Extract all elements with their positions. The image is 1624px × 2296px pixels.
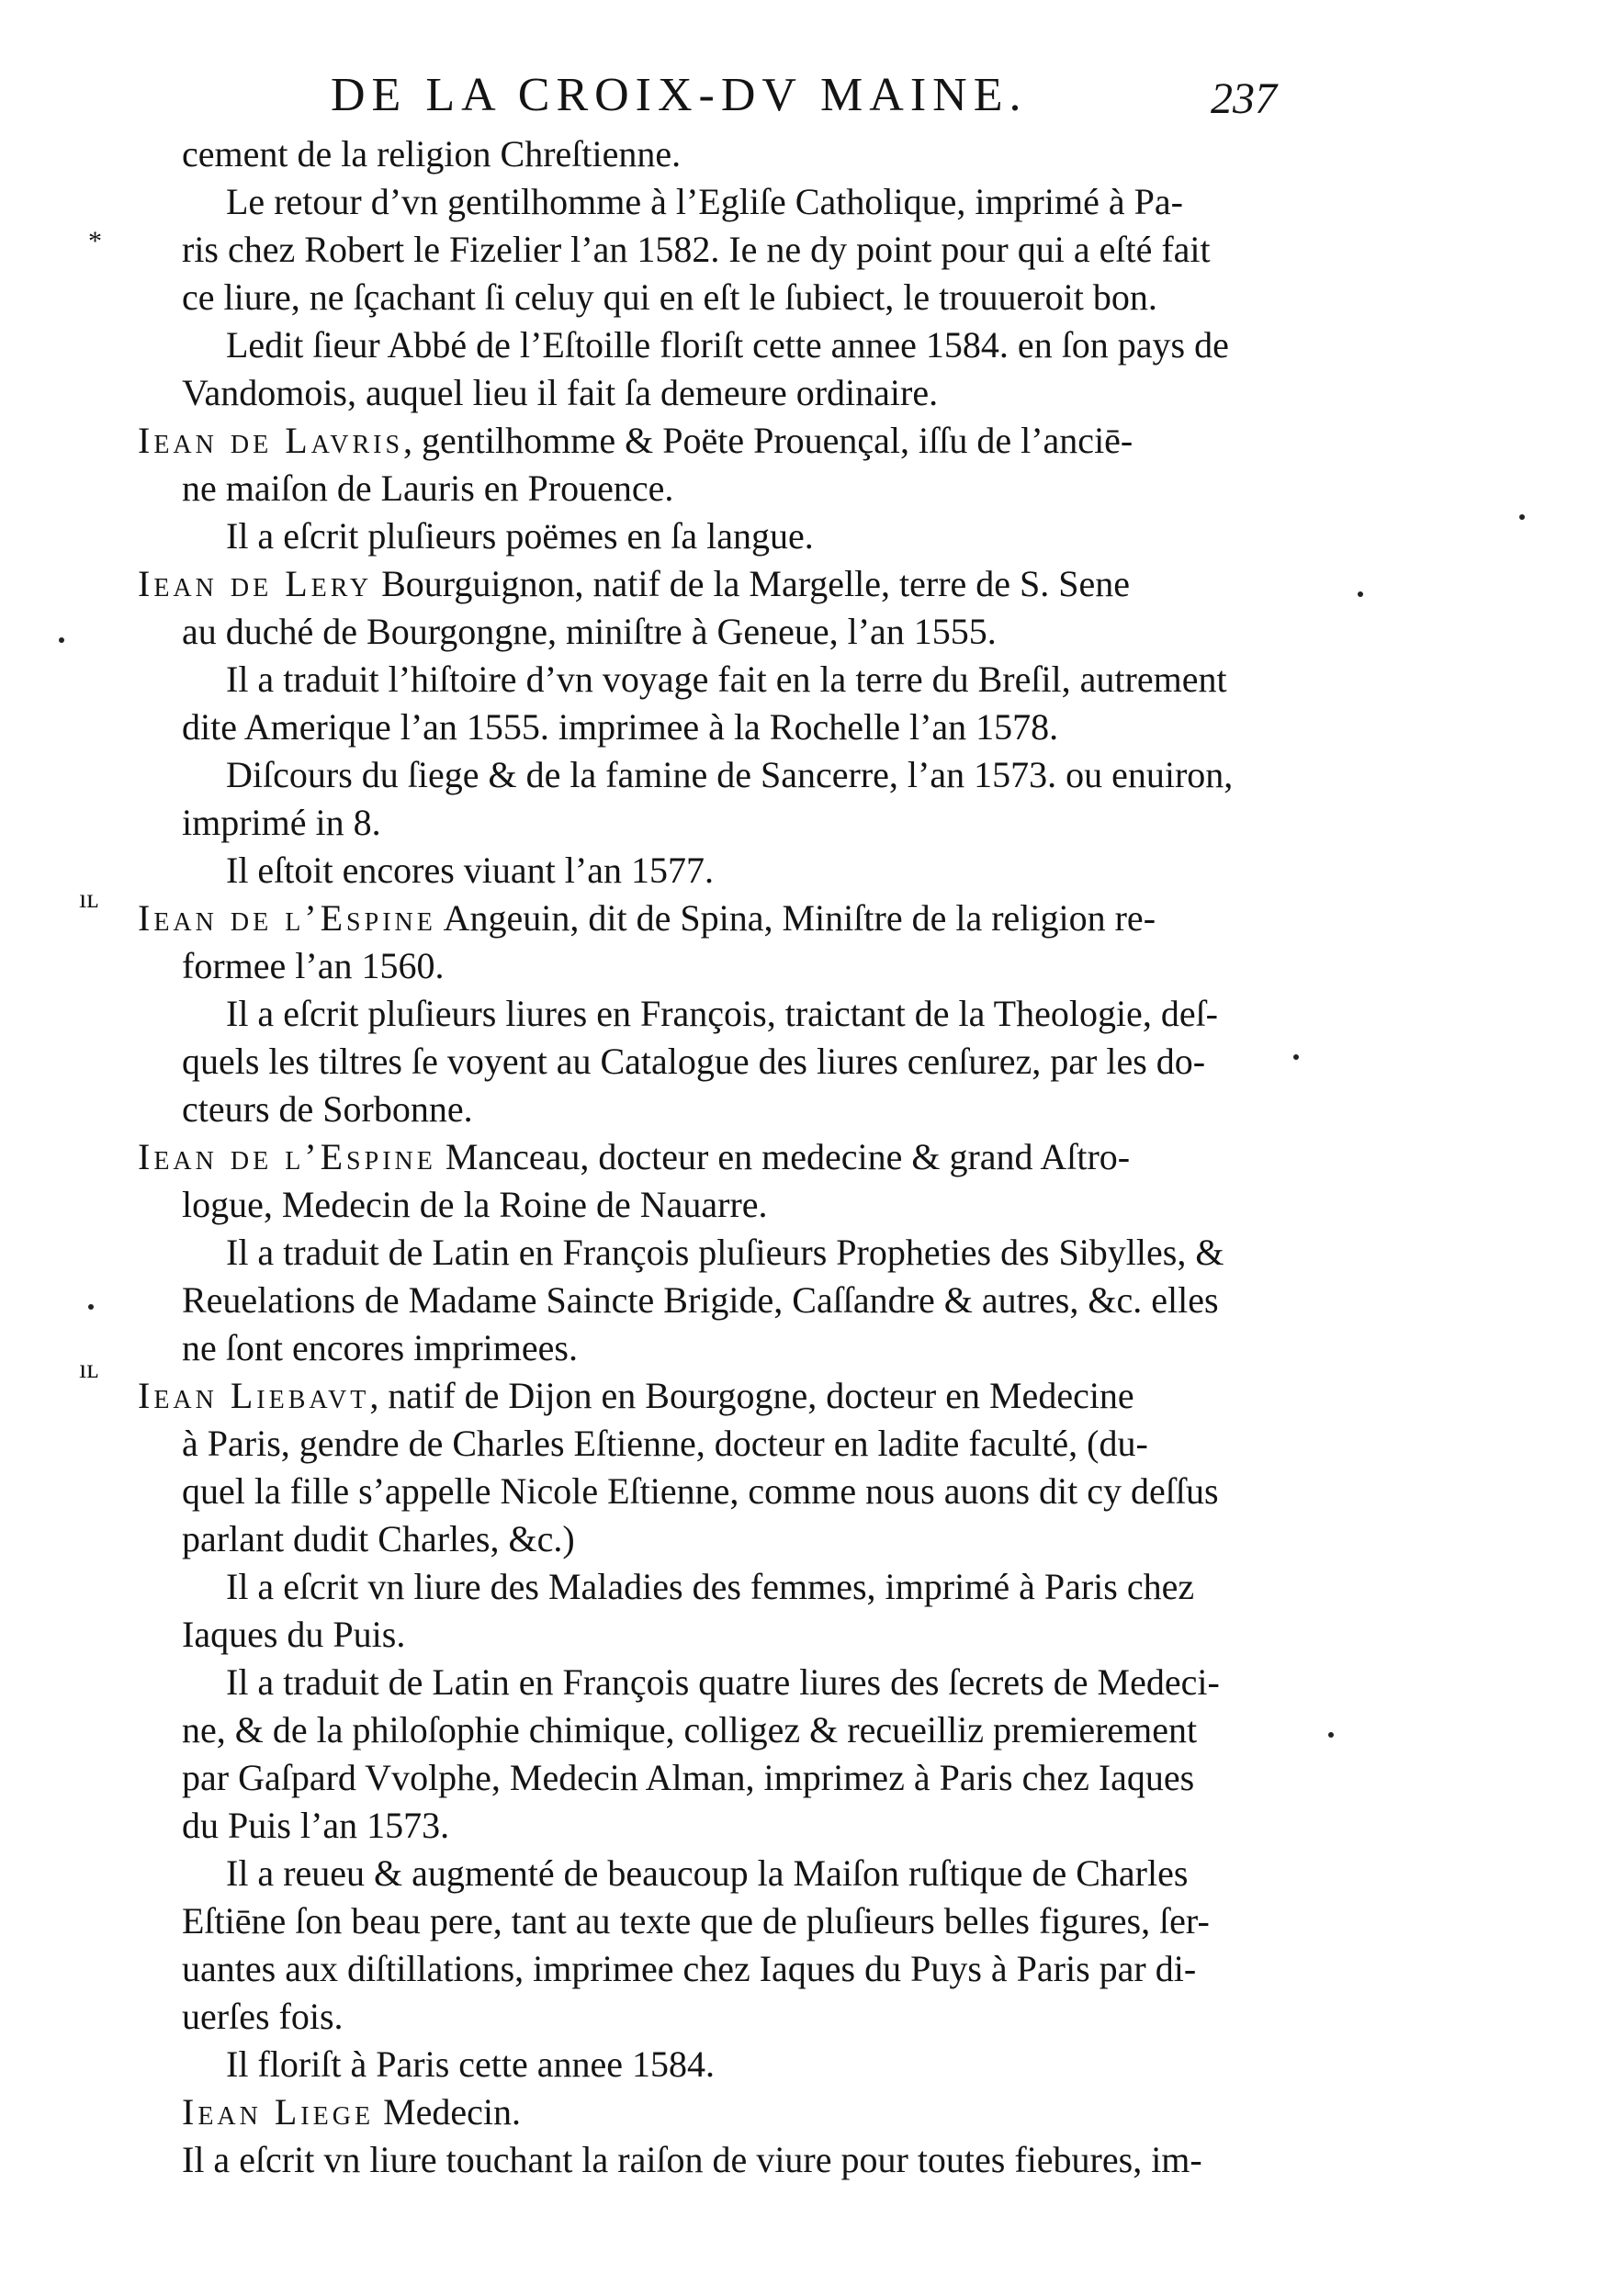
text-line: Reuelations de Madame Saincte Brigide, Caſſandre & autres, &c. elles (182, 1279, 1219, 1321)
text-line: logue, Medecin de la Roine de Nauarre. (182, 1184, 768, 1225)
text-line: cement de la religion Chreſtienne. (182, 133, 682, 174)
text-line: au duché de Bourgongne, miniſtre à Geneue, l’an 1555. (182, 611, 997, 652)
text-line: Il a traduit l’hiſtoire d’vn voyage fait en la terre du Breſil, autrement (226, 658, 1227, 700)
text-line: uerſes fois. (182, 1996, 344, 2037)
author-name: Iean de l’Espine (138, 1136, 436, 1177)
author-name: Iean Liebavt (138, 1375, 370, 1416)
text-line: quels les tiltres ſe voyent au Catalogue des liures cenſurez, par les do- (182, 1041, 1206, 1082)
text-line: cteurs de Sorbonne. (182, 1088, 473, 1130)
margin-mark-espine: ıʟ (79, 884, 99, 914)
text-line: Iean de Lery Bourguignon, natif de la Margelle, terre de S. Sene (138, 563, 1131, 604)
text-line: Le retour d’vn gentilhomme à l’Egliſe Catholique, imprimé à Pa- (226, 181, 1183, 222)
text-line: Il floriſt à Paris cette annee 1584. (226, 2043, 716, 2085)
text-line: à Paris, gendre de Charles Eſtienne, docteur en ladite faculté, (du- (182, 1423, 1148, 1464)
text-line: Iean Liege Medecin. (182, 2091, 522, 2133)
text-line: uantes aux diſtillations, imprimee chez Iaques du Puys à Paris par di- (182, 1948, 1197, 1989)
author-name: Iean de Lery (138, 563, 373, 604)
text-line: formee l’an 1560. (182, 945, 445, 986)
running-title: DE LA CROIX-DV MAINE. (331, 69, 1028, 121)
text-line: ris chez Robert le Fizelier l’an 1582. Ie ne dy point pour qui a eſté fait (182, 229, 1211, 270)
text-line: Il a reueu & augmenté de beaucoup la Maiſon ruſtique de Charles (226, 1852, 1189, 1894)
margin-mark-liebaut: ıʟ (79, 1354, 99, 1384)
text-line: Vandomois, auquel lieu il fait ſa demeure ordinaire. (182, 372, 939, 413)
text-line: ne, & de la philoſophie chimique, colligez & recueilliz premierement (182, 1709, 1198, 1750)
ink-speck (59, 637, 64, 643)
text-line: ce liure, ne ſçachant ſi celuy qui en eſt le ſubiect, le trouueroit bon. (182, 276, 1157, 318)
author-name: Iean Liege (182, 2091, 375, 2133)
text-line: Il eſtoit encores viuant l’an 1577. (226, 850, 714, 891)
text-line: Il a eſcrit vn liure des Maladies des femmes, imprimé à Paris chez (226, 1566, 1195, 1607)
margin-asterisk: * (88, 226, 102, 256)
text-line: Il a traduit de Latin en François quatre liures des ſecrets de Medeci- (226, 1661, 1220, 1703)
text-line: parlant dudit Charles, &c.) (182, 1518, 575, 1559)
text-line: Iean de Lavris, gentilhomme & Poëte Prouençal, iſſu de l’anciē- (138, 420, 1133, 461)
text-line: dite Amerique l’an 1555. imprimee à la Rochelle l’an 1578. (182, 706, 1059, 748)
text-line: ne maiſon de Lauris en Prouence. (182, 467, 674, 509)
text-line: Il a traduit de Latin en François pluſieurs Propheties des Sibylles, & (226, 1232, 1224, 1273)
ink-speck (88, 1304, 94, 1310)
author-name: Iean de Lavris (138, 420, 404, 461)
text-line: Ledit ſieur Abbé de l’Eſtoille floriſt cette annee 1584. en ſon pays de (226, 324, 1229, 366)
ink-speck (1358, 591, 1363, 597)
ink-speck (1328, 1732, 1334, 1738)
text-line: quel la fille s’appelle Nicole Eſtienne, comme nous auons dit cy deſſus (182, 1470, 1219, 1512)
text-line: Il a eſcrit pluſieurs poëmes en ſa langue. (226, 515, 814, 557)
text-line: par Gaſpard Vvolphe, Medecin Alman, imprimez à Paris chez Iaques (182, 1757, 1195, 1798)
ink-speck (1519, 514, 1525, 520)
text-line: Il a eſcrit pluſieurs liures en François, traictant de la Theologie, deſ- (226, 993, 1218, 1034)
text-line: ne ſont encores imprimees. (182, 1327, 578, 1368)
text-line: imprimé in 8. (182, 802, 381, 843)
text-line: du Puis l’an 1573. (182, 1805, 450, 1846)
author-name: Iean de l’Espine (138, 897, 436, 939)
text-line: Eſtiēne ſon beau pere, tant au texte que de pluſieurs belles figures, ſer- (182, 1900, 1210, 1941)
ink-speck (1293, 1054, 1299, 1060)
text-line: Il a eſcrit vn liure touchant la raiſon de viure pour toutes fiebures, im- (182, 2139, 1202, 2180)
text-line: Diſcours du ſiege & de la famine de Sancerre, l’an 1573. ou enuiron, (226, 754, 1234, 795)
text-line: Iean de l’Espine Angeuin, dit de Spina, Miniſtre de la religion re- (138, 897, 1156, 939)
page-number: 237 (1211, 74, 1277, 123)
text-line: Iaques du Puis. (182, 1614, 406, 1655)
text-line: Iean de l’Espine Manceau, docteur en medecine & grand Aſtro- (138, 1136, 1131, 1177)
text-line: Iean Liebavt, natif de Dijon en Bourgogne, docteur en Medecine (138, 1375, 1134, 1416)
